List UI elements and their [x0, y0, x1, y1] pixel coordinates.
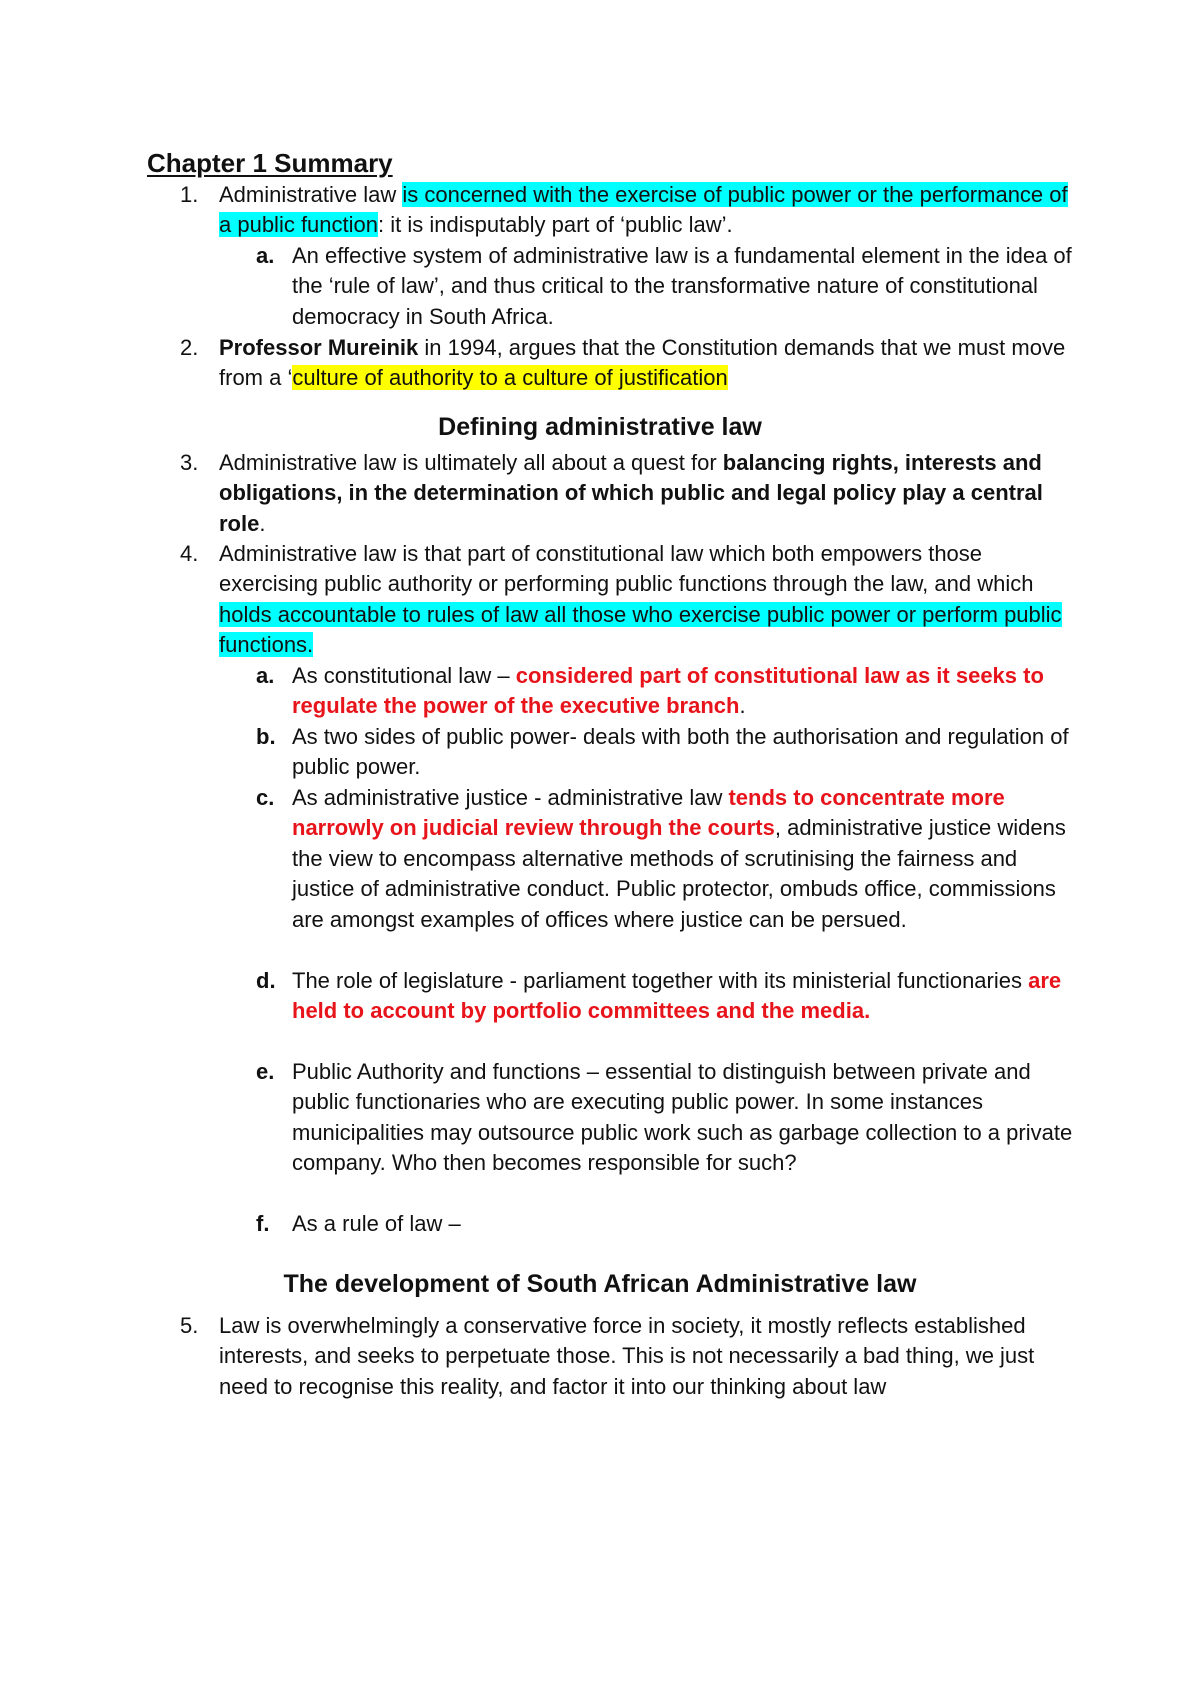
text-run: : it is indisputably part of ‘public law’.: [378, 212, 733, 238]
sub-item-label: a.: [256, 663, 275, 688]
red-emphasis-text: considered part of constitutional law as it seeks to regulate the power of the executive branch: [292, 663, 1044, 719]
sub-item-label: d.: [256, 968, 276, 993]
highlighted-text: is concerned with the exercise of public power or the performance of a public function: [219, 182, 1068, 238]
section-heading-defining: Defining administrative law: [438, 413, 762, 441]
list-number: 4.: [180, 541, 199, 566]
section-heading-development: The development of South African Administrative law: [283, 1270, 917, 1298]
sub-item-label: a.: [256, 243, 275, 268]
sub-item-text: As a rule of law –: [292, 1211, 461, 1236]
red-emphasis-text: are held to account by portfolio committees and the media.: [292, 968, 1062, 1024]
text-run: .: [739, 693, 746, 719]
text-run: Administrative law is that part of constitutional law which both empowers those exercising public authority or performing public functions through the law, and which: [219, 541, 1034, 597]
text-run: As constitutional law –: [292, 663, 516, 688]
highlighted-text: holds accountable to rules of law all those who exercise public power or perform public functions.: [219, 601, 1062, 658]
text-run: Administrative law: [219, 182, 403, 207]
sub-item-text: [292, 966, 1082, 1027]
list-number: 2.: [180, 335, 199, 360]
list-text: [219, 448, 1079, 539]
list-number: 5.: [180, 1313, 199, 1338]
text-run: Administrative law is ultimately all about a quest for: [219, 450, 723, 475]
text-run: .: [259, 510, 266, 536]
sub-item-text: As two sides of public power- deals with both the authorisation and regulation of public power.: [292, 724, 1069, 780]
sub-item-text: An effective system of administrative law is a fundamental element in the idea of the ‘rule of law’, and thus critical to the transformative nature of constitutional democracy in South Africa.: [292, 243, 1072, 329]
bold-text: Professor Mureinik: [219, 335, 419, 360]
text-run: As administrative justice - administrative law: [292, 785, 729, 810]
sub-item-text: [292, 661, 1082, 722]
list-text: [219, 180, 1079, 241]
list-number: 3.: [180, 450, 199, 475]
red-emphasis-text: tends to concentrate more narrowly on judicial review through the courts: [292, 785, 1005, 841]
sub-item-label: e.: [256, 1059, 275, 1084]
sub-item-label: f.: [256, 1211, 270, 1236]
text-run: in 1994, argues that the Constitution demands that we must move from a ‘: [219, 335, 1066, 391]
list-number: 1.: [180, 182, 199, 207]
sub-item-label: b.: [256, 724, 276, 749]
list-text: [219, 333, 1079, 394]
list-text: [219, 539, 1079, 661]
sub-item-label: c.: [256, 785, 275, 810]
text-run: The role of legislature - parliament together with its ministerial functionaries: [292, 968, 1029, 993]
list-text: Law is overwhelmingly a conservative force in society, it mostly reflects established interests, and seeks to perpetuate those. This is not necessarily a bad thing, we just need to recognise this reality, and factor it into our thinking about law: [219, 1313, 1035, 1399]
sub-item-text: Public Authority and functions – essential to distinguish between private and public functionaries who are executing public power. In some instances municipalities may outsource public work such as garbage collection to a private company. Who then becomes responsible for such?: [292, 1059, 1073, 1176]
highlighted-text: culture of authority to a culture of justification: [292, 365, 728, 391]
sub-item-text: [292, 783, 1082, 935]
bold-text: balancing rights, interests and obligations, in the determination of which public and legal policy play a central role: [219, 450, 1043, 536]
page-title: Chapter 1 Summary: [147, 148, 393, 178]
text-run: , administrative justice widens the view to encompass alternative methods of scrutinising the fairness and justice of administrative conduct. Public protector, ombuds office, commissions are amongst examples of offices where justice can be persued.: [292, 815, 1066, 932]
